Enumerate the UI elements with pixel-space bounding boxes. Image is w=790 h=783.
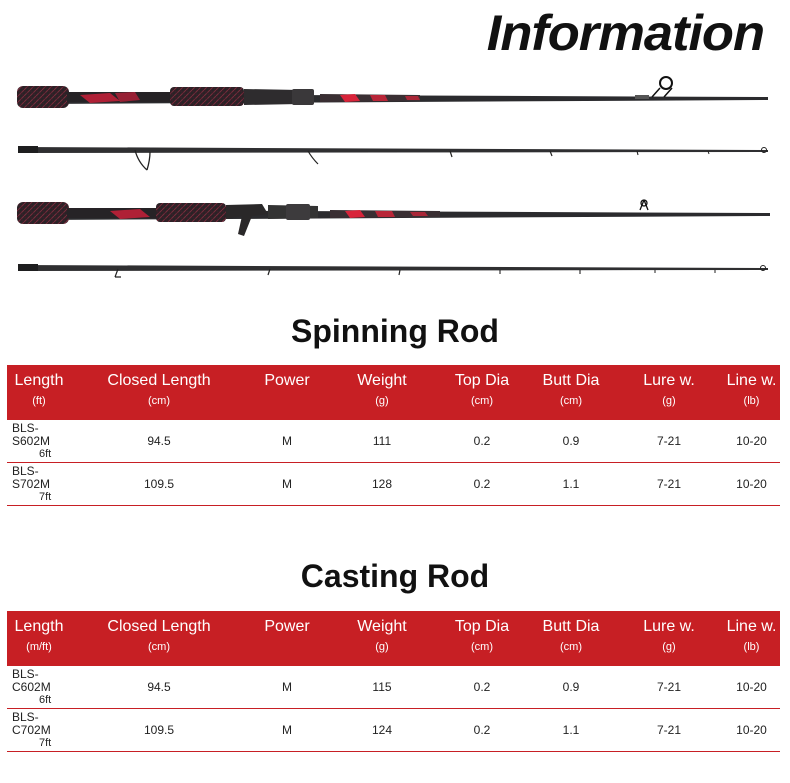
line-weight-cell: 10-20 — [723, 463, 780, 506]
column-header-power: Power — [247, 611, 327, 666]
column-header-top-dia: Top Dia (cm) — [437, 365, 527, 420]
model-cell: BLS-C702M 7ft — [7, 709, 71, 752]
closed-length-cell: 109.5 — [71, 709, 247, 752]
casting-rod-title: Casting Rod — [300, 558, 490, 594]
model-cell: BLS-S602M 6ft — [7, 420, 71, 463]
table-row — [7, 666, 780, 709]
spinning-rod-title: Spinning Rod — [291, 313, 499, 349]
top-dia-cell: 0.2 — [437, 709, 527, 752]
weight-cell: 128 — [327, 463, 437, 506]
closed-length-cell: 94.5 — [71, 666, 247, 709]
column-header-closed-length: Closed Length (cm) — [71, 365, 247, 420]
spinning-rod-spec-table — [7, 365, 780, 506]
column-header-butt-dia: Butt Dia (cm) — [527, 365, 615, 420]
model-cell: BLS-S702M 7ft — [7, 463, 71, 506]
casting-rod-tip-section — [18, 264, 768, 277]
column-header-lure-weight: Lure w. (g) — [615, 611, 723, 666]
line-weight-cell: 10-20 — [723, 709, 780, 752]
column-header-line-weight: Line w. (lb) — [723, 611, 780, 666]
column-header-butt-dia: Butt Dia (cm) — [527, 611, 615, 666]
table-header-row — [7, 365, 780, 420]
casting-rod-butt-section — [17, 200, 770, 236]
power-cell: M — [247, 420, 327, 463]
rod-illustrations — [0, 64, 790, 294]
line-weight-cell: 10-20 — [723, 420, 780, 463]
column-header-closed-length: Closed Length (cm) — [71, 611, 247, 666]
page-title: Information — [486, 5, 764, 61]
butt-dia-cell: 1.1 — [527, 463, 615, 506]
weight-cell: 111 — [327, 420, 437, 463]
column-header-power: Power — [247, 365, 327, 420]
model-cell: BLS-C602M 6ft — [7, 666, 71, 709]
column-header-line-weight: Line w. (lb) — [723, 365, 780, 420]
column-header-length: Length (m/ft) — [7, 611, 71, 666]
column-header-length: Length (ft) — [7, 365, 71, 420]
column-header-top-dia: Top Dia (cm) — [437, 611, 527, 666]
table-row — [7, 420, 780, 463]
table-header-row — [7, 611, 780, 666]
spinning-rod-tip-section — [18, 146, 768, 170]
casting-rod-spec-table — [7, 611, 780, 752]
table-row — [7, 463, 780, 506]
top-dia-cell: 0.2 — [437, 666, 527, 709]
butt-dia-cell: 0.9 — [527, 420, 615, 463]
lure-weight-cell: 7-21 — [615, 666, 723, 709]
power-cell: M — [247, 463, 327, 506]
top-dia-cell: 0.2 — [437, 463, 527, 506]
column-header-lure-weight: Lure w. (g) — [615, 365, 723, 420]
lure-weight-cell: 7-21 — [615, 709, 723, 752]
closed-length-cell: 94.5 — [71, 420, 247, 463]
line-weight-cell: 10-20 — [723, 666, 780, 709]
power-cell: M — [247, 666, 327, 709]
weight-cell: 115 — [327, 666, 437, 709]
butt-dia-cell: 0.9 — [527, 666, 615, 709]
column-header-weight: Weight (g) — [327, 611, 437, 666]
power-cell: M — [247, 709, 327, 752]
weight-cell: 124 — [327, 709, 437, 752]
top-dia-cell: 0.2 — [437, 420, 527, 463]
closed-length-cell: 109.5 — [71, 463, 247, 506]
lure-weight-cell: 7-21 — [615, 420, 723, 463]
table-row — [7, 709, 780, 752]
lure-weight-cell: 7-21 — [615, 463, 723, 506]
butt-dia-cell: 1.1 — [527, 709, 615, 752]
spinning-rod-butt-section — [17, 77, 768, 108]
column-header-weight: Weight (g) — [327, 365, 437, 420]
